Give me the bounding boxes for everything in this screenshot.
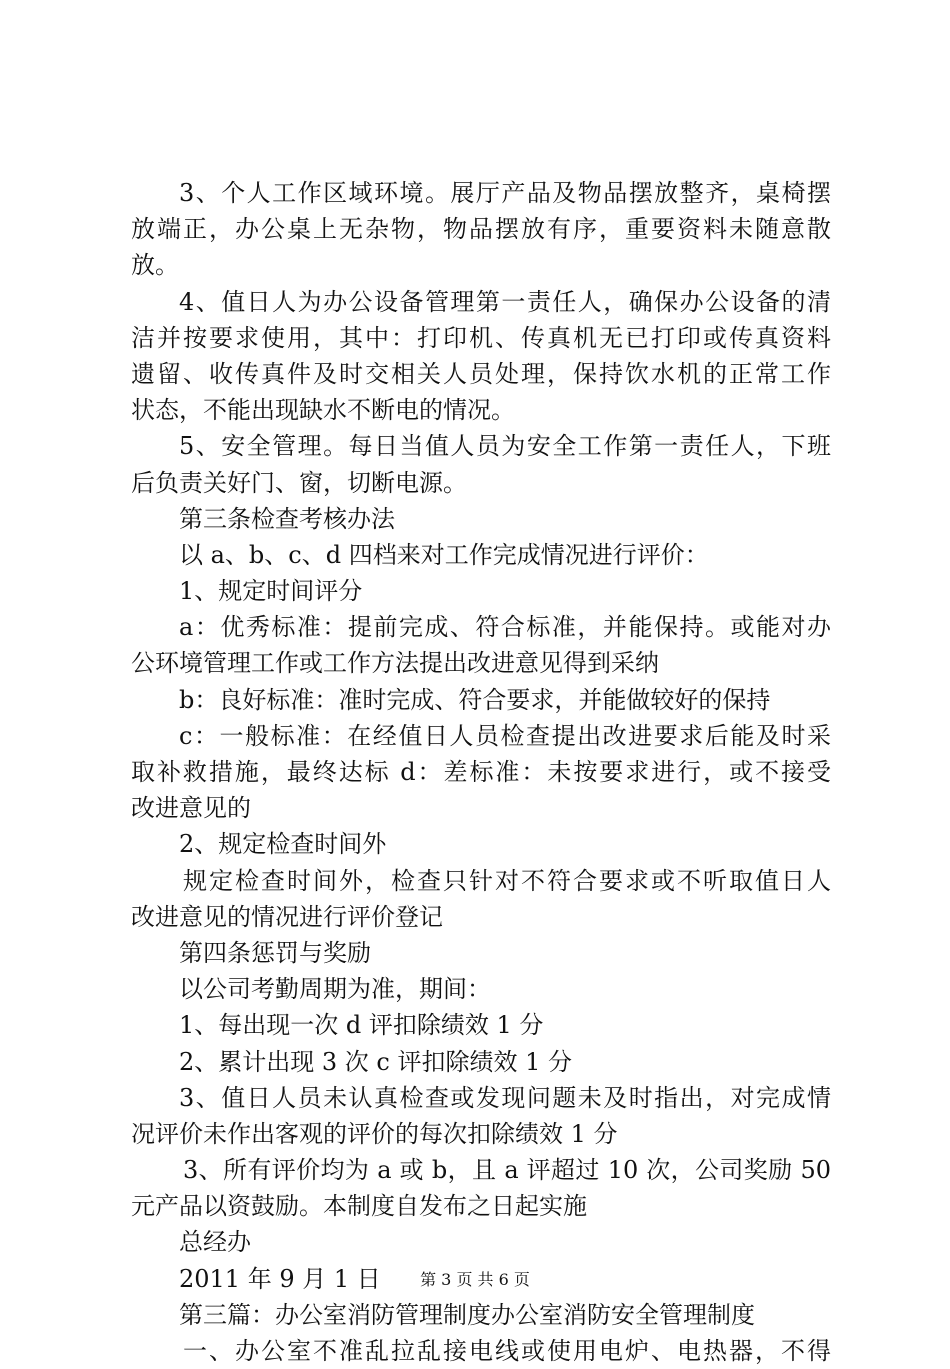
paragraph-line: 况评价未作出客观的评价的每次扣除绩效 1 分 — [131, 1119, 618, 1148]
paragraph-line: 放。 — [131, 251, 179, 280]
paragraph-line: 3、所有评价均为 a 或 b，且 a 评超过 10 次，公司奖励 50 — [183, 1156, 831, 1185]
paragraph-line: 5、安全管理。每日当值人员为安全工作第一责任人，下班 — [179, 432, 831, 461]
paragraph-line: 放端正，办公桌上无杂物，物品摆放有序，重要资料未随意散 — [131, 215, 831, 244]
paragraph-line: 洁并按要求使用，其中：打印机、传真机无已打印或传真资料 — [131, 323, 831, 352]
paragraph-line: 遗留、收传真件及时交相关人员处理，保持饮水机的正常工作 — [131, 359, 831, 388]
paragraph-line: 3、值日人员未认真检查或发现问题未及时指出，对完成情 — [179, 1083, 831, 1112]
signature-date: 2011 年 9 月 1 日 — [179, 1264, 381, 1293]
page-number-footer: 第 3 页 共 6 页 — [420, 1270, 530, 1289]
paragraph-line: 2、累计出现 3 次 c 评扣除绩效 1 分 — [179, 1047, 573, 1076]
section-heading: 第四条惩罚与奖励 — [179, 938, 371, 967]
paragraph-line: 取补救措施，最终达标 d：差标准：未按要求进行，或不接受 — [131, 758, 831, 786]
paragraph-line: 以公司考勤周期为准，期间： — [179, 975, 491, 1004]
paragraph-line: 元产品以资鼓励。本制度自发布之日起实施 — [131, 1192, 587, 1221]
paragraph-line: 改进意见的 — [131, 794, 251, 823]
document-body — [131, 175, 831, 1369]
paragraph-line: 规定检查时间外，检查只针对不符合要求或不听取值日人 — [183, 866, 831, 895]
paragraph-line: 状态，不能出现缺水不断电的情况。 — [131, 396, 515, 425]
paragraph-line: b：良好标准：准时完成、符合要求，并能做较好的保持 — [179, 685, 771, 714]
paragraph-line: 以 a、b、c、d 四档来对工作完成情况进行评价： — [179, 540, 709, 569]
paragraph-line: c：一般标准：在经值日人员检查提出改进要求后能及时采 — [179, 721, 831, 750]
section-heading: 第三条检查考核办法 — [179, 504, 395, 533]
paragraph-line: 4、值日人为办公设备管理第一责任人，确保办公设备的清 — [179, 287, 831, 316]
paragraph-line: a：优秀标准：提前完成、符合标准，并能保持。或能对办 — [179, 613, 831, 642]
paragraph-line: 1、每出现一次 d 评扣除绩效 1 分 — [179, 1011, 544, 1040]
chapter-heading: 第三篇：办公室消防管理制度办公室消防安全管理制度 — [179, 1300, 755, 1329]
paragraph-line: 改进意见的情况进行评价登记 — [131, 902, 443, 931]
signature-department: 总经办 — [179, 1228, 251, 1257]
paragraph-line: 2、规定检查时间外 — [179, 830, 387, 859]
paragraph-line: 3、个人工作区域环境。展厅产品及物品摆放整齐，桌椅摆 — [179, 179, 831, 207]
paragraph-line: 公环境管理工作或工作方法提出改进意见得到采纳 — [131, 649, 659, 678]
paragraph-line: 1、规定时间评分 — [179, 577, 363, 606]
paragraph-line: 后负责关好门、窗，切断电源。 — [131, 468, 467, 497]
paragraph-line: 一、办公室不准乱拉乱接电线或使用电炉、电热器，不得 — [183, 1337, 831, 1365]
